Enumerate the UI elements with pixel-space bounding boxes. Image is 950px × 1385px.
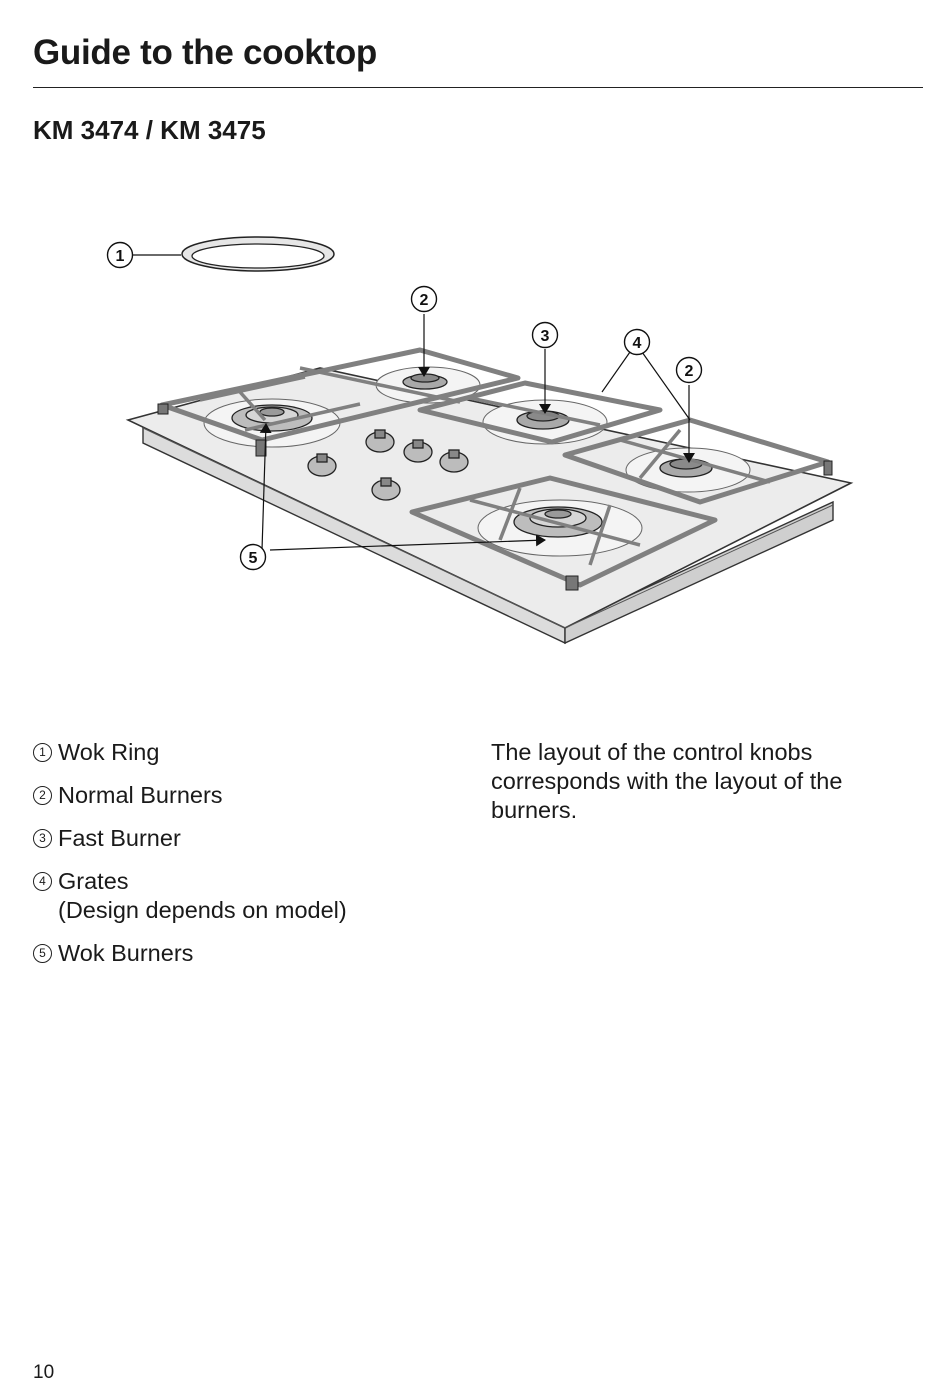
svg-text:1: 1 [115, 248, 125, 265]
legend-item-fast-burner [33, 824, 453, 853]
legend-item-wok-burners [33, 939, 453, 968]
legend-number: 2 [33, 786, 52, 805]
callout-2-rear [412, 287, 437, 312]
legend-number: 5 [33, 944, 52, 963]
page-title: Guide to the cooktop [33, 33, 377, 72]
legend-label-group [58, 867, 347, 925]
legend-number: 1 [33, 743, 52, 762]
legend-item-grates [33, 867, 453, 925]
legend-sublabel: (Design depends on model) [58, 897, 347, 923]
callout-1 [108, 243, 133, 268]
parts-legend [33, 738, 453, 982]
svg-text:5: 5 [248, 550, 258, 567]
title-divider [33, 87, 923, 88]
legend-number: 4 [33, 872, 52, 891]
legend-number: 3 [33, 829, 52, 848]
legend-item-normal-burners [33, 781, 453, 810]
model-heading: KM 3474 / KM 3475 [33, 115, 266, 145]
legend-item-wok-ring [33, 738, 453, 767]
svg-text:2: 2 [684, 363, 694, 380]
legend-label: Wok Burners [58, 940, 194, 966]
callout-2-right [677, 358, 702, 383]
svg-text:2: 2 [419, 292, 429, 309]
page-number: 10 [33, 1362, 55, 1383]
wok-ring [182, 237, 334, 271]
legend-label: Grates [58, 868, 129, 894]
callout-4 [625, 330, 650, 355]
legend-label: Wok Ring [58, 739, 160, 765]
callout-5 [241, 545, 266, 570]
legend-label: Fast Burner [58, 825, 181, 851]
legend-label: Normal Burners [58, 782, 223, 808]
cooktop-illustration [0, 200, 950, 670]
control-knob-note: The layout of the control knobs corresponds with the layout of the burners. [491, 739, 843, 823]
svg-text:4: 4 [632, 335, 642, 352]
normal-burner-right [660, 459, 712, 477]
callout-3 [533, 323, 558, 348]
svg-text:3: 3 [540, 328, 550, 345]
